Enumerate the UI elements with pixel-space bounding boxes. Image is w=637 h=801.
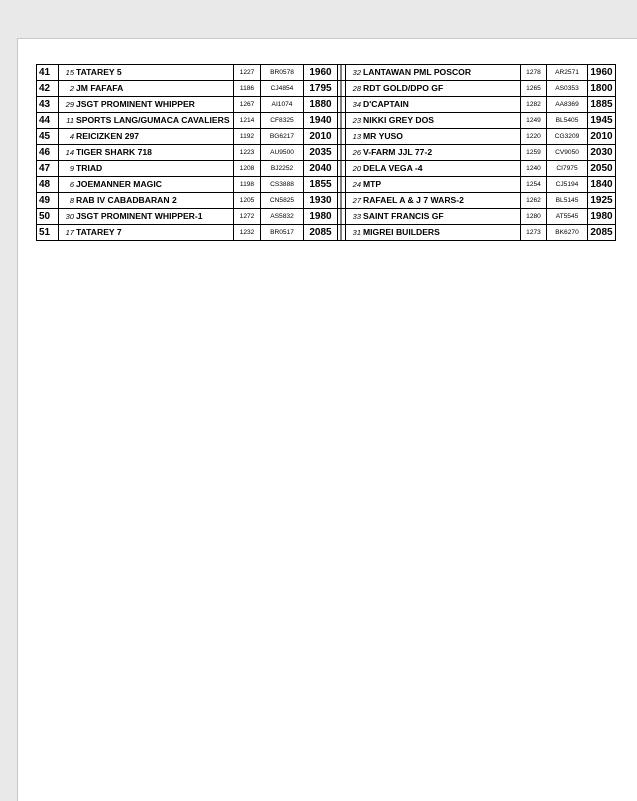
left-entry-name: TIGER SHARK 718: [76, 147, 152, 157]
left-weight: 1930: [304, 193, 338, 209]
right-weight: 1980: [588, 209, 616, 225]
right-reg-number: 1265: [521, 81, 547, 97]
left-weight: 1880: [304, 97, 338, 113]
left-entry-cell: [59, 129, 234, 145]
right-reg-number: 1262: [521, 193, 547, 209]
left-weight: 2085: [304, 225, 338, 241]
table-row: [37, 225, 616, 241]
right-entry-name: V-FARM JJL 77-2: [363, 147, 433, 157]
left-entry-cell: [59, 177, 234, 193]
table-row: [37, 97, 616, 113]
right-entry-number: 31: [352, 228, 361, 237]
right-entry-name: RDT GOLD/DPO GF: [363, 83, 444, 93]
right-entry-number: 32: [352, 68, 361, 77]
right-entry-number: 20: [352, 164, 361, 173]
left-weight: 2040: [304, 161, 338, 177]
left-band-code: CJ4854: [261, 81, 304, 97]
right-entry-name: MR YUSO: [363, 131, 403, 141]
right-band-code: BL5405: [547, 113, 588, 129]
right-weight: 2030: [588, 145, 616, 161]
right-reg-number: 1282: [521, 97, 547, 113]
table-row: [37, 161, 616, 177]
fight-number: 42: [37, 81, 59, 97]
fight-number: 43: [37, 97, 59, 113]
right-weight: 1925: [588, 193, 616, 209]
left-band-code: BJ2252: [261, 161, 304, 177]
right-weight: 1885: [588, 97, 616, 113]
fight-number: 46: [37, 145, 59, 161]
table-row: [37, 81, 616, 97]
column-separator: [338, 113, 346, 129]
left-entry-name: TATAREY 7: [76, 227, 122, 237]
right-entry-cell: [346, 177, 521, 193]
left-entry-number: 2: [69, 84, 74, 93]
fight-number: 44: [37, 113, 59, 129]
right-band-code: CV9050: [547, 145, 588, 161]
left-reg-number: 1205: [234, 193, 261, 209]
right-band-code: CJ5194: [547, 177, 588, 193]
table-row: [37, 65, 616, 81]
left-entry-number: 17: [65, 228, 74, 237]
right-entry-number: 34: [352, 100, 361, 109]
right-entry-name: D'CAPTAIN: [363, 99, 409, 109]
left-entry-name: TATAREY 5: [76, 67, 122, 77]
left-weight: 1960: [304, 65, 338, 81]
left-entry-number: 6: [69, 180, 74, 189]
table-row: [37, 193, 616, 209]
left-entry-cell: [59, 225, 234, 241]
left-band-code: AU9500: [261, 145, 304, 161]
right-entry-cell: [346, 161, 521, 177]
right-entry-number: 33: [352, 212, 361, 221]
right-entry-name: DELA VEGA -4: [363, 163, 423, 173]
left-entry-number: 29: [65, 100, 74, 109]
right-weight: 1945: [588, 113, 616, 129]
right-entry-name: SAINT FRANCIS GF: [363, 211, 444, 221]
right-reg-number: 1259: [521, 145, 547, 161]
right-weight: 1800: [588, 81, 616, 97]
left-band-code: CN5825: [261, 193, 304, 209]
right-entry-name: MTP: [363, 179, 382, 189]
fight-table: [36, 64, 616, 241]
fight-number: 51: [37, 225, 59, 241]
left-entry-name: JM FAFAFA: [76, 83, 124, 93]
fight-number: 49: [37, 193, 59, 209]
left-reg-number: 1214: [234, 113, 261, 129]
left-entry-name: TRIAD: [76, 163, 103, 173]
left-entry-cell: [59, 145, 234, 161]
right-entry-number: 28: [352, 84, 361, 93]
left-reg-number: 1192: [234, 129, 261, 145]
fight-number: 50: [37, 209, 59, 225]
left-band-code: BR0517: [261, 225, 304, 241]
left-entry-cell: [59, 193, 234, 209]
right-reg-number: 1240: [521, 161, 547, 177]
fight-number: 41: [37, 65, 59, 81]
left-entry-cell: [59, 113, 234, 129]
left-weight: 1940: [304, 113, 338, 129]
left-reg-number: 1227: [234, 65, 261, 81]
column-separator: [338, 193, 346, 209]
column-separator: [338, 177, 346, 193]
right-weight: 2010: [588, 129, 616, 145]
left-weight: 1980: [304, 209, 338, 225]
left-band-code: CF8325: [261, 113, 304, 129]
left-reg-number: 1186: [234, 81, 261, 97]
left-reg-number: 1232: [234, 225, 261, 241]
column-separator: [338, 209, 346, 225]
right-band-code: AR2571: [547, 65, 588, 81]
right-band-code: AT5545: [547, 209, 588, 225]
right-weight: 1960: [588, 65, 616, 81]
fight-number: 45: [37, 129, 59, 145]
fight-number: 48: [37, 177, 59, 193]
right-band-code: BL5145: [547, 193, 588, 209]
right-entry-cell: [346, 209, 521, 225]
right-entry-cell: [346, 129, 521, 145]
right-entry-name: LANTAWAN PML POSCOR: [363, 67, 472, 77]
right-entry-number: 23: [352, 116, 361, 125]
column-separator: [338, 65, 346, 81]
table-row: [37, 113, 616, 129]
column-separator: [338, 145, 346, 161]
right-entry-name: MIGREI BUILDERS: [363, 227, 440, 237]
right-entry-cell: [346, 225, 521, 241]
table-row: [37, 145, 616, 161]
left-entry-cell: [59, 97, 234, 113]
left-band-code: AI1074: [261, 97, 304, 113]
right-entry-cell: [346, 97, 521, 113]
left-band-code: CS3888: [261, 177, 304, 193]
right-band-code: AA8369: [547, 97, 588, 113]
right-entry-cell: [346, 193, 521, 209]
left-weight: 2010: [304, 129, 338, 145]
left-entry-number: 8: [69, 196, 74, 205]
right-entry-name: NIKKI GREY DOS: [363, 115, 434, 125]
left-weight: 1855: [304, 177, 338, 193]
column-separator: [338, 161, 346, 177]
left-band-code: AS5832: [261, 209, 304, 225]
right-entry-number: 24: [352, 180, 361, 189]
left-entry-cell: [59, 161, 234, 177]
left-entry-name: SPORTS LANG/GUMACA CAVALIERS: [76, 115, 230, 125]
right-entry-cell: [346, 65, 521, 81]
right-weight: 1840: [588, 177, 616, 193]
column-separator: [338, 129, 346, 145]
right-reg-number: 1280: [521, 209, 547, 225]
right-weight: 2050: [588, 161, 616, 177]
left-entry-number: 14: [65, 148, 74, 157]
fight-rows: [37, 65, 616, 241]
right-entry-cell: [346, 145, 521, 161]
right-band-code: BK6270: [547, 225, 588, 241]
left-entry-name: RAB IV CABADBARAN 2: [76, 195, 177, 205]
left-entry-number: 9: [69, 164, 74, 173]
right-reg-number: 1249: [521, 113, 547, 129]
left-entry-cell: [59, 81, 234, 97]
left-weight: 2035: [304, 145, 338, 161]
fight-number: 47: [37, 161, 59, 177]
right-entry-number: 13: [352, 132, 361, 141]
left-entry-name: JOEMANNER MAGIC: [76, 179, 162, 189]
right-reg-number: 1254: [521, 177, 547, 193]
left-reg-number: 1223: [234, 145, 261, 161]
left-entry-number: 15: [65, 68, 74, 77]
left-band-code: BG6217: [261, 129, 304, 145]
column-separator: [338, 81, 346, 97]
left-reg-number: 1208: [234, 161, 261, 177]
left-entry-number: 11: [66, 116, 74, 125]
right-entry-number: 26: [352, 148, 361, 157]
right-entry-number: 27: [352, 196, 361, 205]
right-band-code: CI7975: [547, 161, 588, 177]
right-entry-name: RAFAEL A & J 7 WARS-2: [363, 195, 464, 205]
right-reg-number: 1273: [521, 225, 547, 241]
right-reg-number: 1278: [521, 65, 547, 81]
left-reg-number: 1198: [234, 177, 261, 193]
right-entry-cell: [346, 113, 521, 129]
left-entry-name: JSGT PROMINENT WHIPPER: [76, 99, 195, 109]
left-weight: 1795: [304, 81, 338, 97]
right-band-code: AS0353: [547, 81, 588, 97]
right-entry-cell: [346, 81, 521, 97]
left-entry-number: 30: [65, 212, 74, 221]
left-band-code: BR0578: [261, 65, 304, 81]
left-reg-number: 1272: [234, 209, 261, 225]
table-row: [37, 177, 616, 193]
left-entry-name: REICIZKEN 297: [76, 131, 140, 141]
table-row: [37, 209, 616, 225]
right-band-code: CG3209: [547, 129, 588, 145]
left-reg-number: 1267: [234, 97, 261, 113]
table-row: [37, 129, 616, 145]
left-entry-cell: [59, 209, 234, 225]
right-reg-number: 1220: [521, 129, 547, 145]
column-separator: [338, 225, 346, 241]
right-weight: 2085: [588, 225, 616, 241]
left-entry-name: JSGT PROMINENT WHIPPER-1: [76, 211, 203, 221]
left-entry-number: 4: [69, 132, 74, 141]
left-entry-cell: [59, 65, 234, 81]
column-separator: [338, 97, 346, 113]
